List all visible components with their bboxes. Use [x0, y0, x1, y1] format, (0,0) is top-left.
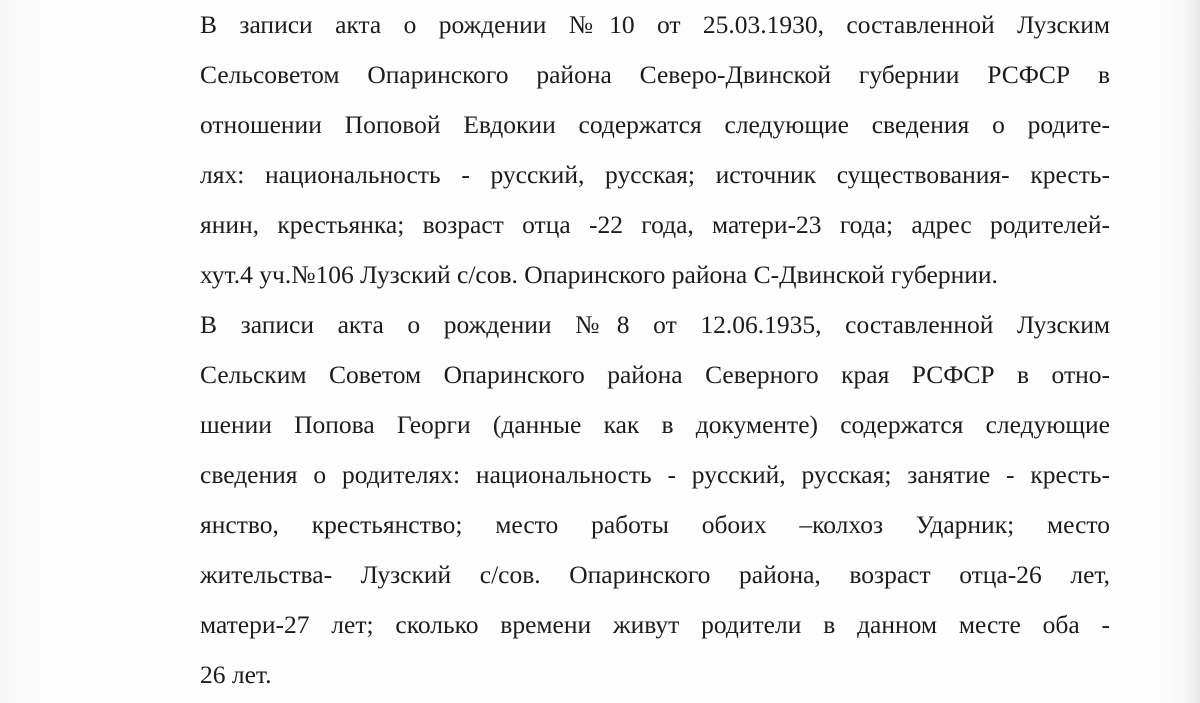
text-line: лях: национальность - русский, русская; источник существования- кресть-	[200, 160, 1110, 189]
text-line: шении Попова Георги (данные как в документе) содержатся следующие	[200, 410, 1110, 439]
text-line: янство, крестьянство; место работы обоих –колхоз Ударник; место	[200, 510, 1110, 539]
text-line: Сельсоветом Опаринского района Северо-Двинской губернии РСФСР в	[200, 60, 1110, 89]
text-line: жительства- Лузский с/сов. Опаринского района, возраст отца-26 лет,	[200, 560, 1110, 589]
text-line: В записи акта о рождении №8 от 12.06.1935, составленной Лузским	[200, 310, 1110, 339]
text-line: Сельским Советом Опаринского района Северного края РСФСР в отно-	[200, 360, 1110, 389]
text-line: матери-27 лет; сколько времени живут родители в данном месте оба -	[200, 610, 1110, 639]
text-line: 26 лет.	[200, 660, 272, 689]
text-line: В записи акта о рождении №10 от 25.03.1930, составленной Лузским	[200, 10, 1110, 39]
scan-shadow-edge	[1186, 0, 1200, 703]
text-line: сведения о родителях: национальность - русский, русская; занятие - кресть-	[200, 460, 1110, 489]
text-line: отношении Поповой Евдокии содержатся следующие сведения о родите-	[200, 110, 1110, 139]
text-line: хут.4 уч.№106 Лузский с/сов. Опаринского района С-Двинской губернии.	[200, 260, 998, 289]
text-line: янин, крестьянка; возраст отца -22 года, матери-23 года; адрес родителей-	[200, 210, 1110, 239]
